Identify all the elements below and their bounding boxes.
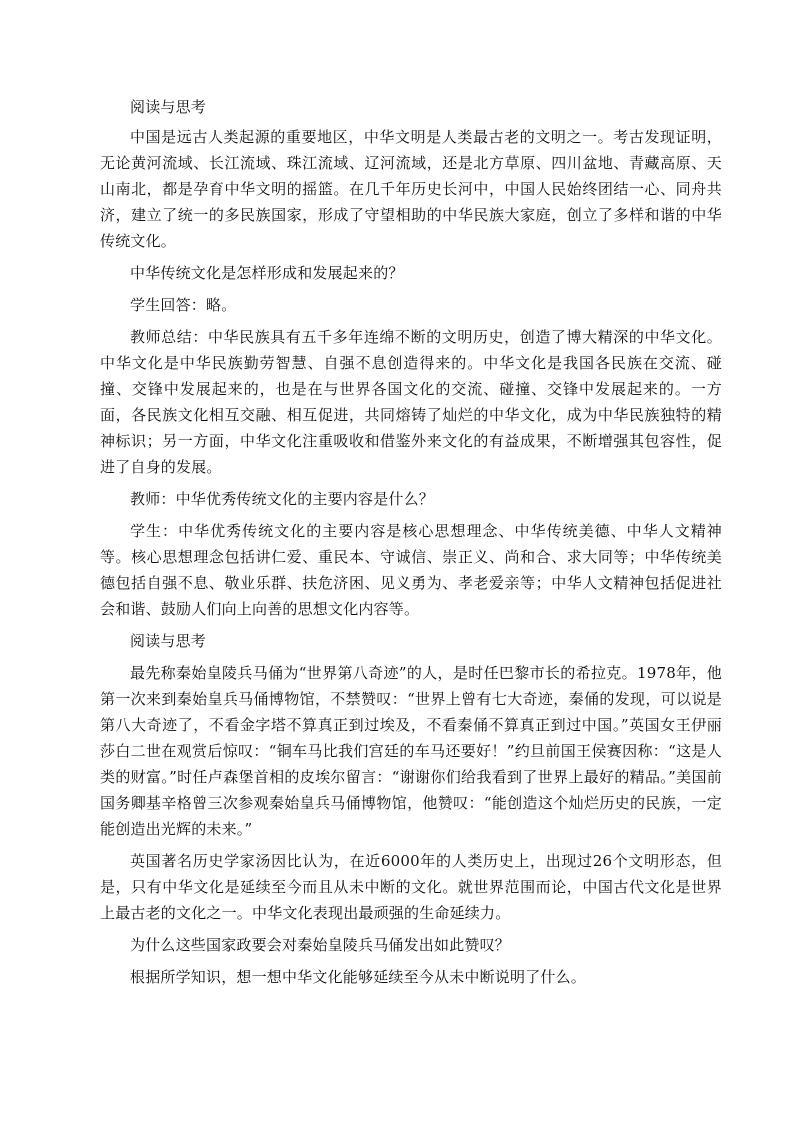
student-response: 学生：中华优秀传统文化的主要内容是核心思想理念、中华传统美德、中华人文精神等。核心思想理念包括讲仁爱、重民本、守诚信、崇正义、尚和合、求大同等；中华传统美德包括自强不息、敬业乐群、扶危济困、见义勇为、孝老爱亲等；中华人文精神包括促进社会和谐、鼓励人们向上向善的思想文化内容等。: [100, 522, 722, 618]
teacher-summary: 教师总结：中华民族具有五千多年连绵不断的文明历史，创造了博大精深的中华文化。中华文化是中华民族勤劳智慧、自强不息创造得来的。中华文化是我国各民族在交流、碰撞、交锋中发展起来的，也是在与世界各国文化的交流、碰撞、交锋中发展起来的。一方面，各民族文化相互交融、相互促进，共同熔铸了灿烂的中华文化，成为中华民族独特的精神标识；另一方面，中华文化注重吸收和借鉴外来文化的有益成果，不断增强其包容性，促进了自身的发展。: [100, 328, 722, 476]
teacher-question: 教师：中华优秀传统文化的主要内容是什么？: [130, 490, 435, 508]
student-answer: 学生回答：略。: [130, 296, 237, 314]
paragraph-terracotta: 最先称秦始皇陵兵马俑为“世界第八奇迹”的人，是时任巴黎市长的希拉克。1978年，他第一次来到秦始皇兵马俑博物馆，不禁赞叹：“世界上曾有七大奇迹，秦俑的发现，可以说是第八大奇迹了，不看金字塔不算真正到过埃及，不看秦俑不算真正到过中国。”英国女王伊丽莎白二世在观赏后惊叹：“铜车马比我们宫廷的车马还要好！”约旦前国王侯赛因称：“这是人类的财富。”时任卢森堡首相的皮埃尔留言：“谢谢你们给我看到了世界上最好的精品。”美国前国务卿基辛格曾三次参观秦始皇兵马俑博物馆，他赞叹：“能创造这个灿烂历史的民族，一定能创造出光辉的未来。”: [100, 664, 722, 838]
section-heading-reading-2: 阅读与思考: [130, 632, 207, 650]
paragraph-origin: 中国是远古人类起源的重要地区，中华文明是人类最古老的文明之一。考古发现证明，无论黄河流域、长江流域、珠江流域、辽河流域，还是北方草原、四川盆地、青藏高原、天山南北，都是孕育中华文明的摇篮。在几千年历史长河中，中国人民始终团结一心、同舟共济，建立了统一的多民族国家，形成了守望相助的中华民族大家庭，创立了多样和谐的中华传统文化。: [100, 128, 722, 250]
section-heading-reading: 阅读与思考: [130, 98, 207, 116]
paragraph-toynbee: 英国著名历史学家汤因比认为，在近6000年的人类历史上，出现过26个文明形态，但是，只有中华文化是延续至今而且从未中断的文化。就世界范围而论，中国古代文化是世界上最古老的文化之一。中华文化表现出最顽强的生命延续力。: [100, 852, 722, 922]
question-formation: 中华传统文化是怎样形成和发展起来的？: [130, 264, 404, 282]
question-praise: 为什么这些国家政要会对秦始皇陵兵马俑发出如此赞叹？: [130, 936, 511, 954]
document-body: [100, 94, 722, 996]
question-continuity: 根据所学知识，想一想中华文化能够延续至今从未中断说明了什么。: [130, 968, 587, 986]
